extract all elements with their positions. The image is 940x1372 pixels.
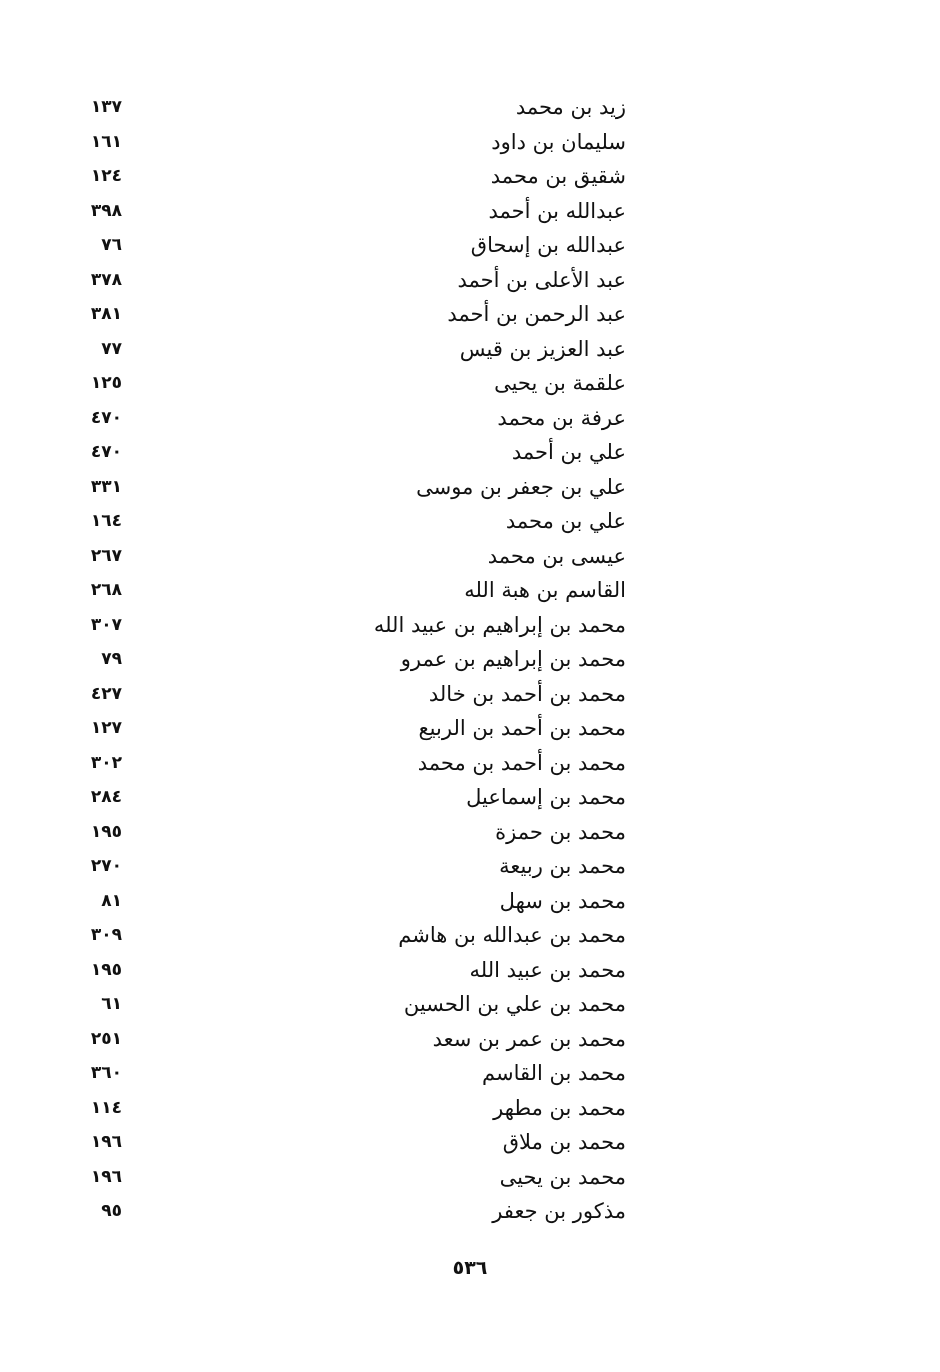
entry-name: عبدالله بن أحمد — [488, 198, 626, 223]
page-number: ٥٣٦ — [452, 1257, 488, 1279]
entry-page-number: ٧٦ — [101, 235, 122, 255]
index-entry — [70, 711, 630, 746]
index-entry — [70, 815, 630, 850]
entry-page-number: ٣٠٢ — [90, 752, 122, 773]
index-entry — [70, 332, 630, 367]
entry-page-number: ١٢٧ — [90, 718, 122, 738]
entry-page-number: ٦١ — [101, 994, 122, 1014]
entry-page-number: ٣٨١ — [90, 304, 122, 324]
index-entry — [70, 1160, 630, 1195]
entry-name: علي بن جعفر بن موسى — [416, 474, 626, 499]
entry-name: عبدالله بن إسحاق — [470, 233, 626, 257]
entry-name: محمد بن أحمد بن محمد — [417, 750, 626, 775]
index-entry — [70, 194, 630, 229]
index-entry — [70, 608, 630, 643]
entry-name: شقيق بن محمد — [490, 164, 626, 188]
entry-page-number: ١٩٦ — [90, 1132, 122, 1152]
index-entry — [70, 987, 630, 1022]
index-entry — [70, 746, 630, 781]
index-entry — [70, 953, 630, 988]
index-entry — [70, 1125, 630, 1160]
entry-name: محمد بن إسماعيل — [466, 785, 626, 809]
index-entry — [70, 263, 630, 298]
entry-page-number: ١٩٥ — [90, 959, 122, 980]
index-entry — [70, 1091, 630, 1126]
entry-name: زيد بن محمد — [515, 95, 626, 119]
index-entry — [70, 125, 630, 160]
entry-name: مذكور بن جعفر — [492, 1199, 626, 1223]
entry-page-number: ١٩٥ — [90, 821, 122, 842]
index-entry — [70, 401, 630, 436]
entry-name: محمد بن عبيد الله — [469, 957, 626, 982]
entry-name: محمد بن إبراهيم بن عبيد الله — [373, 612, 626, 637]
name-index-list — [70, 90, 630, 1229]
entry-page-number: ١٦١ — [90, 131, 122, 152]
entry-name: محمد بن أحمد بن الربيع — [418, 716, 626, 740]
index-entry — [70, 573, 630, 608]
entry-name: عيسى بن محمد — [487, 543, 626, 568]
entry-page-number: ١٩٦ — [90, 1166, 122, 1187]
entry-name: محمد بن ربيعة — [499, 854, 626, 878]
entry-name: سليمان بن داود — [491, 129, 626, 154]
entry-page-number: ٣٠٧ — [90, 614, 122, 635]
index-entry — [70, 918, 630, 953]
entry-name: عبد العزيز بن قيس — [459, 336, 626, 361]
index-entry — [70, 1022, 630, 1057]
index-entry — [70, 539, 630, 574]
entry-page-number: ٨١ — [101, 890, 122, 911]
entry-page-number: ٤٢٧ — [90, 683, 122, 704]
entry-name: القاسم بن هبة الله — [464, 578, 626, 602]
entry-name: علي بن محمد — [505, 509, 626, 533]
entry-name: محمد بن عبدالله بن هاشم — [398, 923, 626, 947]
index-entry — [70, 366, 630, 401]
index-entry — [70, 884, 630, 919]
index-entry — [70, 780, 630, 815]
entry-name: محمد بن إبراهيم بن عمرو — [400, 647, 626, 671]
entry-page-number: ٣٣١ — [90, 476, 122, 497]
entry-name: محمد بن ملاق — [502, 1130, 626, 1154]
entry-name: عبد الرحمن بن أحمد — [447, 302, 626, 326]
entry-page-number: ٣٩٨ — [90, 200, 122, 221]
entry-page-number: ٣٦٠ — [90, 1063, 122, 1083]
entry-name: محمد بن القاسم — [482, 1061, 626, 1085]
entry-page-number: ٩٥ — [101, 1201, 122, 1221]
entry-page-number: ٢٧٠ — [90, 856, 122, 876]
index-entry — [70, 504, 630, 539]
entry-page-number: ١٢٥ — [90, 373, 122, 393]
entry-page-number: ٢٨٤ — [90, 787, 122, 807]
index-entry — [70, 677, 630, 712]
entry-page-number: ٣٠٩ — [90, 925, 122, 945]
entry-name: علقمة بن يحيى — [494, 371, 626, 395]
entry-page-number: ٧٧ — [101, 338, 122, 359]
index-entry — [70, 849, 630, 884]
entry-name: محمد بن مطهر — [493, 1095, 626, 1120]
entry-page-number: ٢٦٨ — [90, 580, 122, 600]
entry-name: محمد بن حمزة — [495, 819, 626, 844]
index-entry — [70, 470, 630, 505]
entry-name: علي بن أحمد — [511, 440, 626, 464]
entry-page-number: ١١٤ — [90, 1097, 122, 1118]
entry-page-number: ٤٧٠ — [90, 407, 122, 428]
entry-page-number: ٧٩ — [101, 649, 122, 669]
entry-page-number: ١٦٤ — [90, 511, 122, 531]
entry-page-number: ٣٧٨ — [90, 269, 122, 290]
entry-name: محمد بن أحمد بن خالد — [428, 681, 626, 706]
entry-name: محمد بن علي بن الحسين — [403, 992, 626, 1016]
entry-page-number: ١٢٤ — [90, 166, 122, 186]
entry-name: عرفة بن محمد — [497, 405, 626, 430]
index-entry — [70, 159, 630, 194]
entry-name: محمد بن يحيى — [499, 1164, 626, 1189]
index-entry — [70, 90, 630, 125]
index-entry — [70, 435, 630, 470]
index-entry — [70, 1194, 630, 1229]
entry-page-number: ٢٥١ — [90, 1028, 122, 1049]
entry-name: محمد بن عمر بن سعد — [432, 1026, 626, 1051]
entry-name: عبد الأعلى بن أحمد — [457, 267, 626, 292]
entry-page-number: ٤٧٠ — [90, 442, 122, 462]
index-entry — [70, 297, 630, 332]
entry-page-number: ١٣٧ — [90, 97, 122, 117]
entry-name: محمد بن سهل — [499, 888, 626, 913]
index-entry — [70, 228, 630, 263]
entry-page-number: ٢٦٧ — [90, 545, 122, 566]
index-entry — [70, 642, 630, 677]
index-entry — [70, 1056, 630, 1091]
